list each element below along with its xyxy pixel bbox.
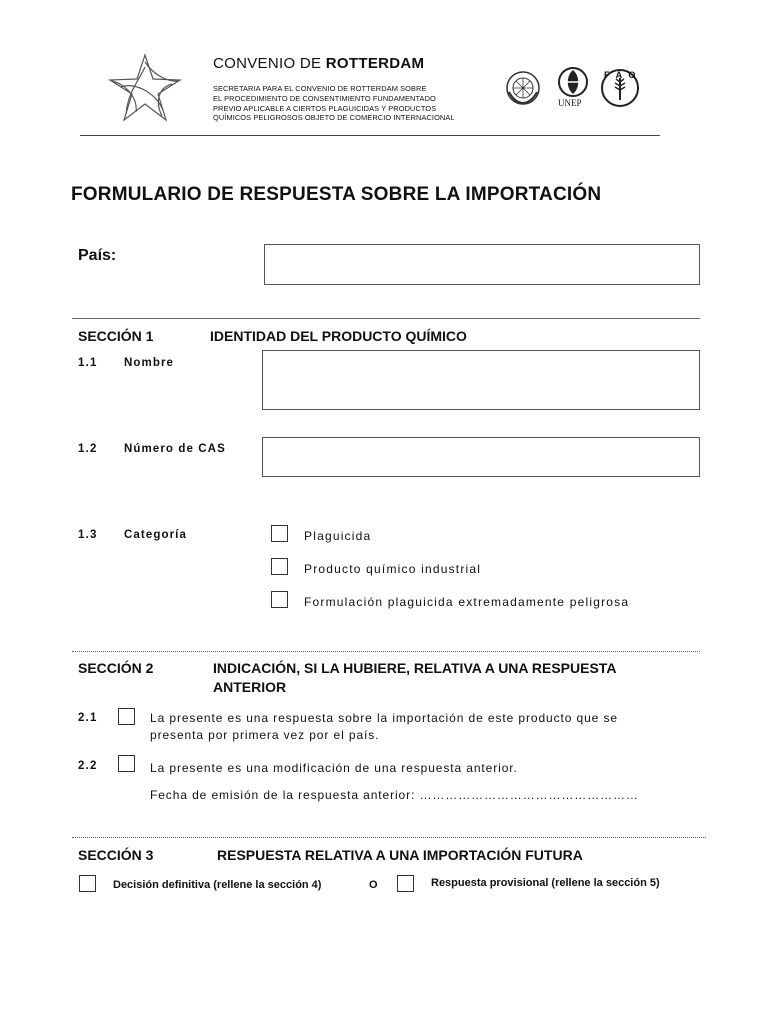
un-emblem bbox=[505, 70, 541, 106]
unep-label: UNEP bbox=[558, 98, 582, 108]
final-decision-label: Decisión definitiva (rellene la sección 4) bbox=[113, 879, 322, 891]
item-2-2-text: La presente es una modificación de una respuesta anterior. bbox=[150, 761, 518, 775]
header-subtitle-line: QUÍMICOS PELIGROSOS OBJETO DE COMERCIO INTERNACIONAL bbox=[213, 113, 455, 123]
pais-input[interactable] bbox=[264, 244, 700, 285]
unep-emblem bbox=[556, 66, 590, 98]
header-subtitle-line: EL PROCEDIMIENTO DE CONSENTIMIENTO FUNDAMENTADO bbox=[213, 93, 436, 103]
hazardous-formulation-checkbox[interactable] bbox=[271, 591, 288, 608]
previous-response-date-field[interactable]: Fecha de emisión de la respuesta anterior: …………………………………………… bbox=[150, 788, 639, 802]
item-1-2-number: 1.2 bbox=[78, 443, 98, 455]
header-divider bbox=[80, 135, 660, 136]
plaguicida-label: Plaguicida bbox=[304, 529, 372, 543]
item-2-1-text bbox=[150, 710, 618, 744]
item-2-2-number: 2.2 bbox=[78, 760, 98, 772]
section2-number: SECCIÓN 2 bbox=[78, 660, 154, 676]
hazardous-formulation-label: Formulación plaguicida extremadamente peligrosa bbox=[304, 595, 630, 609]
modification-checkbox[interactable] bbox=[118, 755, 135, 772]
fao-label: F A O bbox=[604, 70, 638, 80]
section2-divider bbox=[72, 651, 700, 652]
section1-number: SECCIÓN 1 bbox=[78, 328, 154, 344]
section3-number: SECCIÓN 3 bbox=[78, 847, 154, 863]
pais-label: País: bbox=[78, 247, 117, 264]
section2-title-line: ANTERIOR bbox=[213, 679, 287, 695]
form-title: FORMULARIO DE RESPUESTA SOBRE LA IMPORTACIÓN bbox=[71, 184, 602, 205]
header-title bbox=[213, 55, 424, 72]
first-response-checkbox[interactable] bbox=[118, 708, 135, 725]
final-decision-checkbox[interactable] bbox=[79, 875, 96, 892]
header-subtitle-line: PREVIO APLICABLE A CIERTOS PLAGUICIDAS Y PRODUCTOS bbox=[213, 103, 437, 113]
section1-divider bbox=[72, 318, 700, 319]
nombre-input[interactable] bbox=[262, 350, 700, 410]
rotterdam-star-logo bbox=[100, 52, 190, 124]
item-1-1-label: Nombre bbox=[124, 357, 175, 369]
section2-title bbox=[213, 659, 616, 697]
section2-title-line: INDICACIÓN, SI LA HUBIERE, RELATIVA A UNA RESPUESTA bbox=[213, 660, 617, 676]
interim-response-label: Respuesta provisional (rellene la sección 5) bbox=[431, 877, 660, 889]
item-2-1-text-line: La presente es una respuesta sobre la importación de este producto que se bbox=[150, 711, 618, 725]
item-1-3-label: Categoría bbox=[124, 529, 187, 541]
header-title-part1: CONVENIO DE bbox=[213, 55, 326, 72]
plaguicida-checkbox[interactable] bbox=[271, 525, 288, 542]
item-1-2-label: Número de CAS bbox=[124, 443, 226, 455]
section3-divider bbox=[72, 837, 706, 838]
header-subtitle bbox=[213, 84, 455, 123]
cas-number-input[interactable] bbox=[262, 437, 700, 477]
section3-title: RESPUESTA RELATIVA A UNA IMPORTACIÓN FUTURA bbox=[217, 847, 583, 863]
section1-title: IDENTIDAD DEL PRODUCTO QUÍMICO bbox=[210, 328, 467, 344]
item-1-1-number: 1.1 bbox=[78, 357, 98, 369]
item-2-1-number: 2.1 bbox=[78, 712, 98, 724]
industrial-chemical-checkbox[interactable] bbox=[271, 558, 288, 575]
header-subtitle-line: SECRETARIA PARA EL CONVENIO DE ROTTERDAM SOBRE bbox=[213, 84, 427, 93]
interim-response-checkbox[interactable] bbox=[397, 875, 414, 892]
item-1-3-number: 1.3 bbox=[78, 529, 98, 541]
or-label: O bbox=[369, 879, 378, 891]
header-title-part2: ROTTERDAM bbox=[325, 55, 425, 72]
item-2-1-text-line: presenta por primera vez por el país. bbox=[150, 728, 380, 742]
industrial-chemical-label: Producto químico industrial bbox=[304, 562, 482, 576]
